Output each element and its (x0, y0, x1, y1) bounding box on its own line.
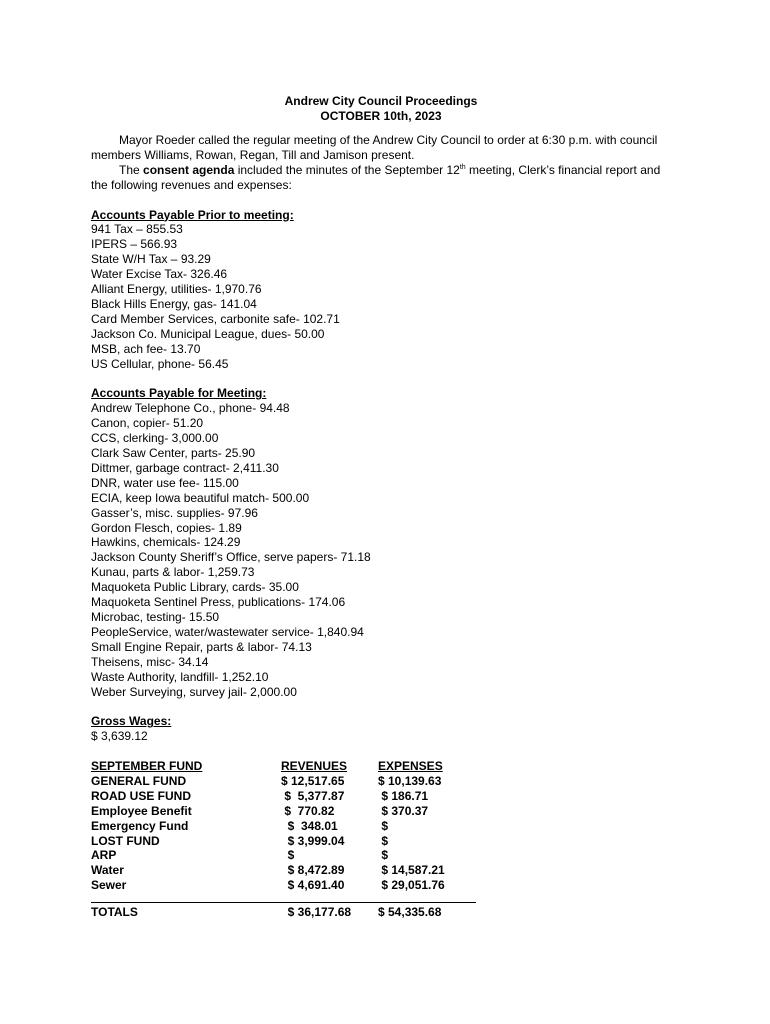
fund-expense: $ 29,051.76 (378, 878, 445, 893)
prior-payable-item: Water Excise Tax- 326.46 (91, 267, 228, 282)
fund-revenue: $ 8,472.89 (281, 863, 345, 878)
meeting-payable-item: Jackson County Sheriff’s Office, serve papers- 71.18 (91, 550, 371, 565)
document-page (91, 94, 671, 920)
meeting-payable-item: Weber Surveying, survey jail- 2,000.00 (91, 684, 297, 699)
consent-agenda-text: consent agenda (143, 162, 235, 177)
fund-expense: $ 10,139.63 (378, 773, 442, 788)
totals-row (91, 905, 478, 920)
prior-payable-item: State W/H Tax – 93.29 (91, 252, 211, 267)
fund-revenue: $ 770.82 (281, 803, 335, 818)
fund-revenue: $ 348.01 (281, 818, 338, 833)
meeting-payable-item: Theisens, misc- 34.14 (91, 654, 209, 669)
fund-row (91, 878, 478, 893)
fund-expense: $ (378, 833, 389, 848)
fund-revenue: $ 3,999.04 (281, 833, 345, 848)
fund-totals-table (91, 905, 478, 920)
gross-wages-heading: Gross Wages: (91, 714, 172, 729)
meeting-payable-item: Kunau, parts & labor- 1,259.73 (91, 565, 255, 580)
meeting-payable-item: Dittmer, garbage contract- 2,411.30 (91, 460, 279, 475)
fund-row (91, 863, 478, 878)
intro-paragraph-1: Mayor Roeder called the regular meeting of the Andrew City Council to order at 6:30 p.m. with council members Williams, Rowan, Regan, Till and Jamison present. (91, 133, 658, 162)
prior-payable-item: 941 Tax – 855.53 (91, 222, 183, 237)
intro-paragraph-2: The consent agenda included the minutes of the September 12th meeting, Clerk’s financial report and the following revenues and expenses: (91, 162, 661, 192)
meeting-payable-item: Maquoketa Sentinel Press, publications- 174.06 (91, 595, 346, 610)
prior-payables-heading: Accounts Payable Prior to meeting: (91, 207, 294, 222)
prior-payable-item: IPERS – 566.93 (91, 237, 178, 252)
totals-revenues: $ 36,177.68 (281, 905, 352, 920)
fund-name: Emergency Fund (91, 818, 189, 833)
fund-column-header: SEPTEMBER FUND (91, 759, 203, 773)
meeting-payable-item: Microbac, testing- 15.50 (91, 609, 220, 624)
document-title: Andrew City Council Proceedings (284, 94, 478, 108)
meeting-payable-item: Waste Authority, landfill- 1,252.10 (91, 669, 269, 684)
fund-table-header (91, 759, 478, 774)
meeting-payable-item: ECIA, keep Iowa beautiful match- 500.00 (91, 490, 310, 505)
prior-payable-item: Card Member Services, carbonite safe- 102.71 (91, 311, 340, 326)
fund-expense: $ (378, 818, 389, 833)
fund-row (91, 804, 478, 819)
fund-expense: $ 370.37 (378, 803, 429, 818)
prior-payable-item: Black Hills Energy, gas- 141.04 (91, 296, 257, 311)
meeting-payable-item: Hawkins, chemicals- 124.29 (91, 535, 241, 550)
prior-payable-item: Jackson Co. Municipal League, dues- 50.00 (91, 326, 325, 341)
meeting-payable-item: Canon, copier- 51.20 (91, 416, 204, 431)
expenses-column-header: EXPENSES (378, 759, 443, 773)
meeting-payable-item: Gasser’s, misc. supplies- 97.96 (91, 505, 258, 520)
fund-expense: $ (378, 848, 389, 863)
fund-summary-table (91, 759, 478, 893)
fund-name: GENERAL FUND (91, 773, 187, 788)
document-date: OCTOBER 10th, 2023 (320, 109, 442, 123)
totals-expenses: $ 54,335.68 (378, 905, 442, 920)
fund-name: LOST FUND (91, 833, 160, 848)
prior-payable-item: Alliant Energy, utilities- 1,970.76 (91, 282, 262, 297)
fund-name: Employee Benefit (91, 803, 192, 818)
fund-name: Water (91, 863, 124, 878)
prior-payable-item: US Cellular, phone- 56.45 (91, 356, 229, 371)
fund-name: Sewer (91, 878, 127, 893)
meeting-payable-item: DNR, water use fee- 115.00 (91, 475, 239, 490)
fund-row (91, 819, 478, 834)
meeting-payable-item: Maquoketa Public Library, cards- 35.00 (91, 580, 299, 595)
fund-revenue: $ 5,377.87 (281, 788, 345, 803)
fund-expense: $ 14,587.21 (378, 863, 445, 878)
meeting-payable-item: Andrew Telephone Co., phone- 94.48 (91, 401, 290, 416)
fund-revenue: $ 4,691.40 (281, 878, 345, 893)
fund-name: ROAD USE FUND (91, 788, 192, 803)
totals-divider (91, 902, 476, 903)
meeting-payable-item: CCS, clerking- 3,000.00 (91, 431, 219, 446)
fund-row (91, 774, 478, 789)
meeting-payable-item: Small Engine Repair, parts & labor- 74.13 (91, 639, 312, 654)
prior-payables-list (91, 222, 671, 371)
meeting-payable-item: PeopleService, water/wastewater service- 1,840.94 (91, 624, 364, 639)
fund-row (91, 789, 478, 804)
fund-row (91, 834, 478, 849)
prior-payable-item: MSB, ach fee- 13.70 (91, 341, 201, 356)
fund-row (91, 848, 478, 863)
gross-wages-value: $ 3,639.12 (91, 729, 148, 744)
totals-label: TOTALS (91, 905, 138, 920)
fund-name: ARP (91, 848, 117, 863)
meeting-payable-item: Clark Saw Center, parts- 25.90 (91, 446, 256, 460)
meeting-payable-item: Gordon Flesch, copies- 1.89 (91, 520, 242, 535)
revenues-column-header: REVENUES (281, 759, 348, 773)
fund-revenue: $ 12,517.65 (281, 773, 345, 788)
fund-expense: $ 186.71 (378, 788, 429, 803)
meeting-payables-list (91, 401, 671, 699)
fund-revenue: $ (281, 848, 295, 863)
meeting-payables-heading: Accounts Payable for Meeting: (91, 386, 267, 401)
